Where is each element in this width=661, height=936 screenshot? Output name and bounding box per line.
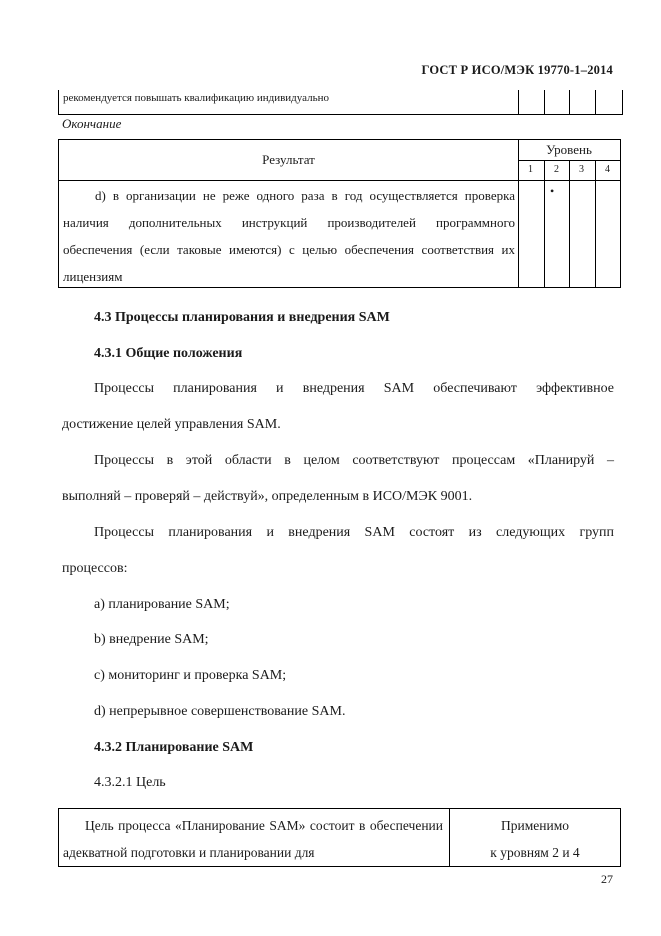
applicability-line-1: Применимо [500, 818, 569, 833]
list-item: b) внедрение SAM; [94, 632, 209, 647]
table-divider [518, 160, 620, 161]
page-number: 27 [601, 872, 613, 886]
strip-divider [518, 90, 519, 114]
table-divider [518, 140, 519, 287]
section-title: 4.3 Процессы планирования и внедрения SAM [94, 310, 390, 325]
paragraph-1-cont: достижение целей управления SAM. [62, 417, 281, 432]
table-caption: Окончание [62, 116, 122, 131]
paragraph-2: Процессы в этой области в целом соответствуют процессам «Планируй – [94, 453, 614, 468]
result-row-text: d) в организации не реже одного раза в год осуществляется проверка наличия дополнительных инструкций производителей программного обеспечения (если таковые имеются) с целью обеспечения соответствия их лицензиям [63, 188, 515, 284]
strip-divider [569, 90, 570, 114]
paragraph-1: Процессы планирования и внедрения SAM обеспечивают эффективное [94, 381, 614, 396]
applicability [450, 812, 620, 866]
goal-table [58, 808, 621, 866]
applicability-line-2: к уровням 2 и 4 [490, 845, 580, 860]
subsection-title: 4.3.1 Общие положения [94, 346, 243, 361]
list-item: а) планирование SAM; [94, 597, 230, 612]
continuation-row [58, 90, 623, 115]
continuation-text: рекомендуется повышать квалификацию индивидуально [63, 92, 329, 104]
level-header: Уровень [546, 142, 592, 157]
strip-divider [595, 90, 596, 114]
level-4: 4 [605, 164, 610, 175]
level-3: 3 [579, 164, 584, 175]
level-2: 2 [554, 164, 559, 175]
table-bottom-border [58, 866, 621, 867]
paragraph-2-cont: выполняй – проверяй – действуй», определенным в ИСО/МЭК 9001. [62, 489, 473, 504]
table-divider [59, 180, 620, 181]
result-header: Результат [262, 152, 315, 167]
subsection-title: 4.3.2 Планирование SAM [94, 740, 254, 755]
list-item: d) непрерывное совершенствование SAM. [94, 704, 346, 719]
list-item: с) мониторинг и проверка SAM; [94, 668, 287, 683]
level-marker: • [550, 184, 555, 198]
level-1: 1 [528, 164, 533, 175]
standard-code: ГОСТ Р ИСО/МЭК 19770-1–2014 [421, 63, 613, 77]
paragraph-3: Процессы планирования и внедрения SAM состоят из следующих групп [94, 525, 614, 540]
strip-divider [544, 90, 545, 114]
subsubsection-title: 4.3.2.1 Цель [94, 775, 166, 790]
paragraph-3-cont: процессов: [62, 561, 128, 576]
result-table [58, 139, 621, 288]
goal-text: Цель процесса «Планирование SAM» состоит в обеспечении адекватной подготовки и планировании для [63, 818, 443, 860]
